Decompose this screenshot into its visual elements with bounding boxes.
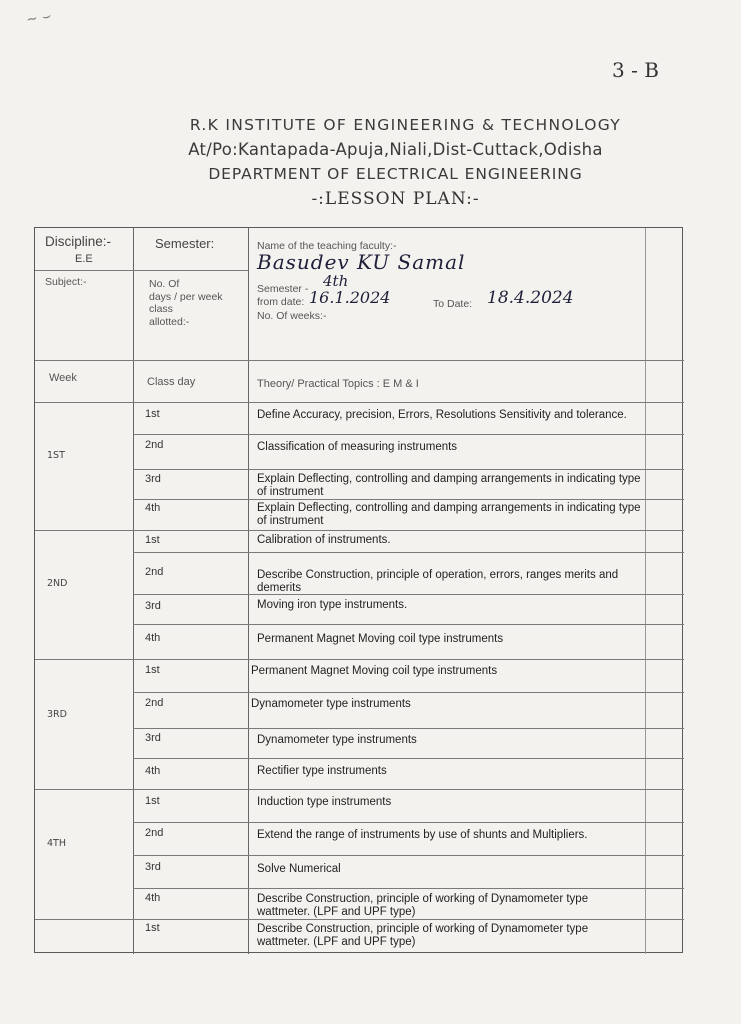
from-date-label: from date: [257, 296, 305, 308]
weeks-label: No. Of weeks:- [257, 310, 327, 322]
column-header-week: Week [49, 372, 77, 384]
subject-label: Subject:- [45, 276, 87, 288]
class-day: 2nd [145, 697, 164, 709]
document-title: -:LESSON PLAN:- [311, 189, 480, 209]
week-label: 1ST [47, 450, 65, 461]
faculty-name: Basudev KU Samal [257, 250, 466, 274]
week-label: 2ND [47, 578, 68, 589]
column-header-class-day: Class day [147, 376, 196, 388]
topic-text: Permanent Magnet Moving coil type instruments [257, 633, 504, 645]
class-day: 2nd [145, 827, 164, 839]
topic-text: Solve Numerical [257, 863, 341, 875]
corner-scribble: ~ ⌣ [24, 7, 53, 29]
week-label: 3RD [47, 709, 67, 720]
semester-label: Semester: [155, 236, 215, 251]
topic-text: Dynamometer type instruments [257, 734, 417, 746]
class-day: 3rd [145, 473, 161, 485]
topic-text: Extend the range of instruments by use of shunts and Multipliers. [257, 829, 588, 841]
topic-text: Describe Construction, principle of working of Dynamometer type wattmeter. (LPF and UPF type) [257, 893, 589, 918]
semester-value: 4th [323, 272, 349, 290]
to-date-value: 18.4.2024 [487, 288, 574, 308]
discipline-value: E.E [75, 253, 93, 265]
class-day: 3rd [145, 732, 161, 744]
topic-text: Calibration of instruments. [257, 534, 391, 546]
topic-text: Induction type instruments [257, 796, 392, 808]
column-header-topics: Theory/ Practical Topics : E M & I [257, 378, 419, 390]
class-day: 1st [145, 408, 160, 420]
topic-text: Classification of measuring instruments [257, 441, 458, 453]
semester-line-label: Semester - [257, 283, 309, 295]
to-date-label: To Date: [433, 298, 473, 310]
class-day: 4th [145, 502, 161, 514]
class-day: 4th [145, 892, 161, 904]
topic-text: Moving iron type instruments. [257, 599, 408, 611]
class-day: 2nd [145, 439, 164, 451]
topic-text: Explain Deflecting, controlling and damping arrangements in indicating type of instrument [257, 473, 641, 498]
topic-text: Permanent Magnet Moving coil type instruments [251, 665, 498, 677]
institute-address: At/Po:Kantapada-Apuja,Niali,Dist-Cuttack,Odisha [188, 140, 603, 159]
class-day: 3rd [145, 861, 161, 873]
class-day: 2nd [145, 566, 164, 578]
topic-text: Explain Deflecting, controlling and damping arrangements in indicating type of instrument [257, 502, 641, 527]
topic-text: Describe Construction, principle of operation, errors, ranges merits and demerits [257, 569, 619, 594]
topic-text: Describe Construction, principle of working of Dynamometer type wattmeter. (LPF and UPF type) [257, 923, 589, 948]
from-date-value: 16.1.2024 [309, 288, 391, 307]
faculty-label: Name of the teaching faculty:- [257, 240, 397, 252]
document-header [0, 116, 741, 209]
lesson-plan-table [34, 227, 683, 953]
page-number: 3 - B [612, 58, 659, 82]
class-day: 4th [145, 632, 161, 644]
class-day: 1st [145, 922, 160, 934]
class-day: 3rd [145, 600, 161, 612]
discipline-label: Discipline:- [45, 234, 112, 249]
class-day: 1st [145, 534, 160, 546]
department-name: DEPARTMENT OF ELECTRICAL ENGINEERING [208, 165, 583, 183]
days-allotted-label: No. Of days / per week class allotted:- [149, 278, 223, 328]
topic-text: Define Accuracy, precision, Errors, Resolutions Sensitivity and tolerance. [257, 409, 627, 421]
topic-text: Dynamometer type instruments [251, 698, 411, 710]
class-day: 1st [145, 664, 160, 676]
week-label: 4TH [47, 838, 66, 849]
class-day: 4th [145, 765, 161, 777]
topic-text: Rectifier type instruments [257, 765, 387, 777]
institute-name: R.K INSTITUTE OF ENGINEERING & TECHNOLOGY [189, 116, 622, 134]
class-day: 1st [145, 795, 160, 807]
